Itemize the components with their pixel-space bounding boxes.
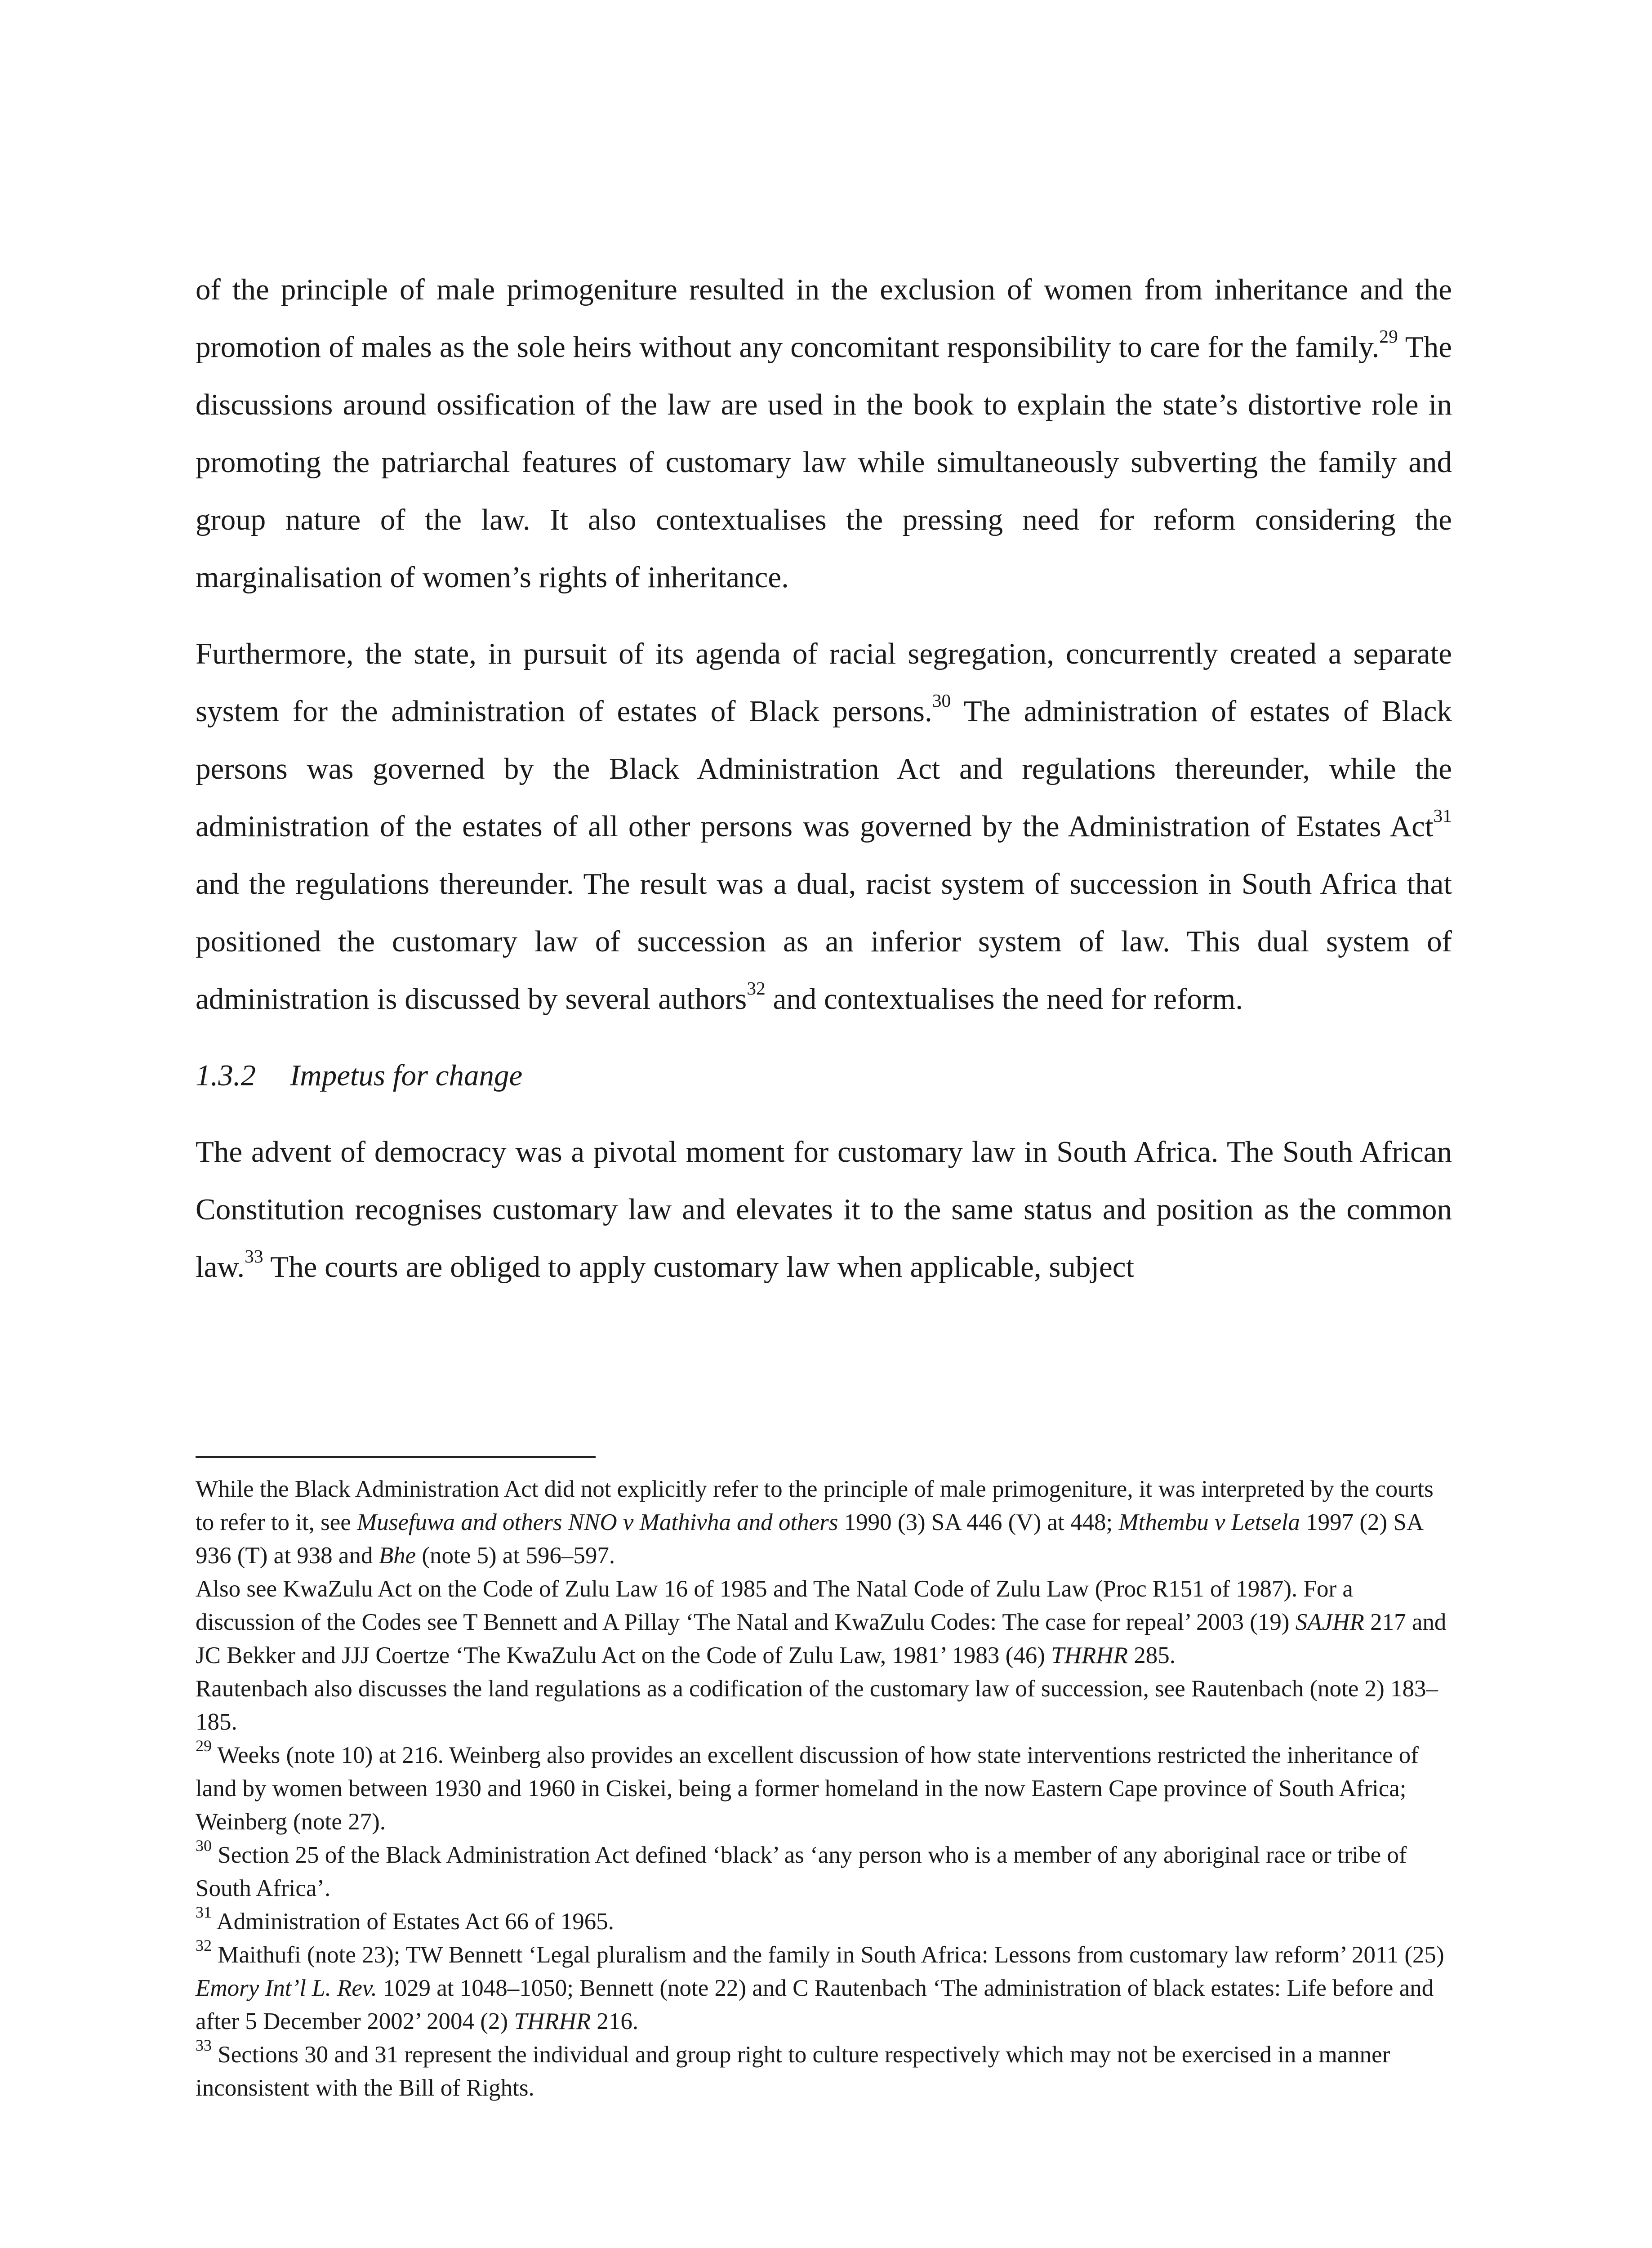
paragraph-1 xyxy=(196,261,1452,606)
footnote-ref-29: 29 xyxy=(1379,326,1398,347)
footnote-number: 30 xyxy=(196,1837,212,1855)
footnote-continuation-1: While the Black Administration Act did not explicitly refer to the principle of male primogeniture, it was interpreted by the courts to refer to it, see Musefuwa and others NNO v Mathivha and others 1990 (3) SA 446 (V) at 448; Mthembu v Letsela 1997 (2) SA 936 (T) at 938 and Bhe (note 5) at 596–597. xyxy=(196,1476,1434,1569)
footnote-ref-33: 33 xyxy=(245,1246,263,1267)
footnote-ref-31: 31 xyxy=(1433,805,1452,826)
paragraph-text: The discussions around ossification of the law are used in the book to explain the state’s distortive role in promoting the patriarchal features of customary law while simultaneously subverting the family and group nature of the law. It also contextualises the pressing need for reform considering the marginalisation of women’s rights of inheritance. xyxy=(196,330,1452,594)
section-title: Impetus for change xyxy=(290,1059,523,1092)
footnote-number: 31 xyxy=(196,1903,212,1922)
footnote-32: $^{32}$ Maithufi (note 23); TW Bennett ‘Legal pluralism and the family in South Africa: Lessons from customary law reform’ 2011 (25) Emory Int’l L. Rev. 1029 at 1048–1050; Bennett (note 22) and C Rautenbach ‘The administration of black estates: Life before and after 5 December 2002’ 2004 (2) THRHR 216. xyxy=(196,1936,1444,2034)
footnote-number: 29 xyxy=(196,1737,212,1755)
section-number: 1.3.2 xyxy=(196,1059,256,1092)
footnote-number: 33 xyxy=(196,2036,212,2055)
main-text xyxy=(196,261,1452,1296)
journal-title: SAJHR xyxy=(1295,1609,1364,1635)
footnote-33: $^{33}$ Sections 30 and 31 represent the individual and group right to culture respectively which may not be exercised in a manner inconsistent with the Bill of Rights. xyxy=(196,2036,1390,2101)
paragraph-text: of the principle of male primogeniture resulted in the exclusion of women from inheritance and the promotion of males as the sole heirs without any concomitant responsibility to care for the family. xyxy=(196,273,1452,364)
section-heading xyxy=(196,1047,1452,1104)
footnote-number: 32 xyxy=(196,1936,212,1955)
footnote-ref-32: 32 xyxy=(747,978,766,999)
footnote-separator xyxy=(196,1456,596,1458)
footnote-30: $^{30}$ Section 25 of the Black Administration Act defined ‘black’ as ‘any person who is a member of any aboriginal race or tribe of South Africa’. xyxy=(196,1837,1407,1901)
paragraph-text: and contextualises the need for reform. xyxy=(765,982,1243,1016)
footnote-ref-30: 30 xyxy=(932,690,951,711)
footnote-31: $^{31}$ Administration of Estates Act 66 of 1965. xyxy=(196,1903,614,1935)
paragraph-text: and the regulations thereunder. The result was a dual, racist system of succession in South Africa that positioned the customary law of succession as an inferior system of law. This dual system of administration is discussed by several authors xyxy=(196,867,1452,1016)
case-citation: Musefuwa and others NNO v Mathivha and others xyxy=(357,1509,838,1535)
paragraph-3 xyxy=(196,1123,1452,1296)
footnote-continuation-2: Also see KwaZulu Act on the Code of Zulu Law 16 of 1985 and The Natal Code of Zulu Law (Proc R151 of 1987). For a discussion of the Codes see T Bennett and A Pillay ‘The Natal and KwaZulu Codes: The case for repeal’ 2003 (19) SAJHR 217 and JC Bekker and JJJ Coertze ‘The KwaZulu Act on the Code of Zulu Law, 1981’ 1983 (46) THRHR 285. xyxy=(196,1576,1447,1668)
paragraph-text: The courts are obliged to apply customary law when applicable, subject xyxy=(263,1250,1135,1284)
paragraph-text: Furthermore, the state, in pursuit of its agenda of racial segregation, concurrently created a separate system for the administration of estates of Black persons. xyxy=(196,637,1452,728)
journal-title: THRHR xyxy=(1051,1642,1128,1668)
case-citation: Mthembu v Letsela xyxy=(1118,1509,1300,1535)
case-citation: Bhe xyxy=(378,1543,416,1569)
journal-title: Emory Int’l L. Rev. xyxy=(196,1975,377,2001)
footnotes xyxy=(196,1472,1452,2105)
journal-title: THRHR xyxy=(514,2008,591,2034)
footnote-continuation-3: Rautenbach also discusses the land regulations as a codification of the customary law of succession, see Rautenbach (note 2) 183–185. xyxy=(196,1676,1438,1735)
paragraph-text: The advent of democracy was a pivotal moment for customary law in South Africa. The South African Constitution recognises customary law and elevates it to the same status and position as the common law. xyxy=(196,1135,1452,1284)
footnote-29: $^{29}$ Weeks (note 10) at 216. Weinberg also provides an excellent discussion of how state interventions restricted the inheritance of land by women between 1930 and 1960 in Ciskei, being a former homeland in the now Eastern Cape province of South Africa; Weinberg (note 27). xyxy=(196,1737,1419,1835)
paragraph-2 xyxy=(196,625,1452,1028)
paragraph-text: The administration of estates of Black persons was governed by the Black Administration Act and regulations thereunder, while the administration of the estates of all other persons was governed by the Administration of Estates Act xyxy=(196,695,1452,843)
